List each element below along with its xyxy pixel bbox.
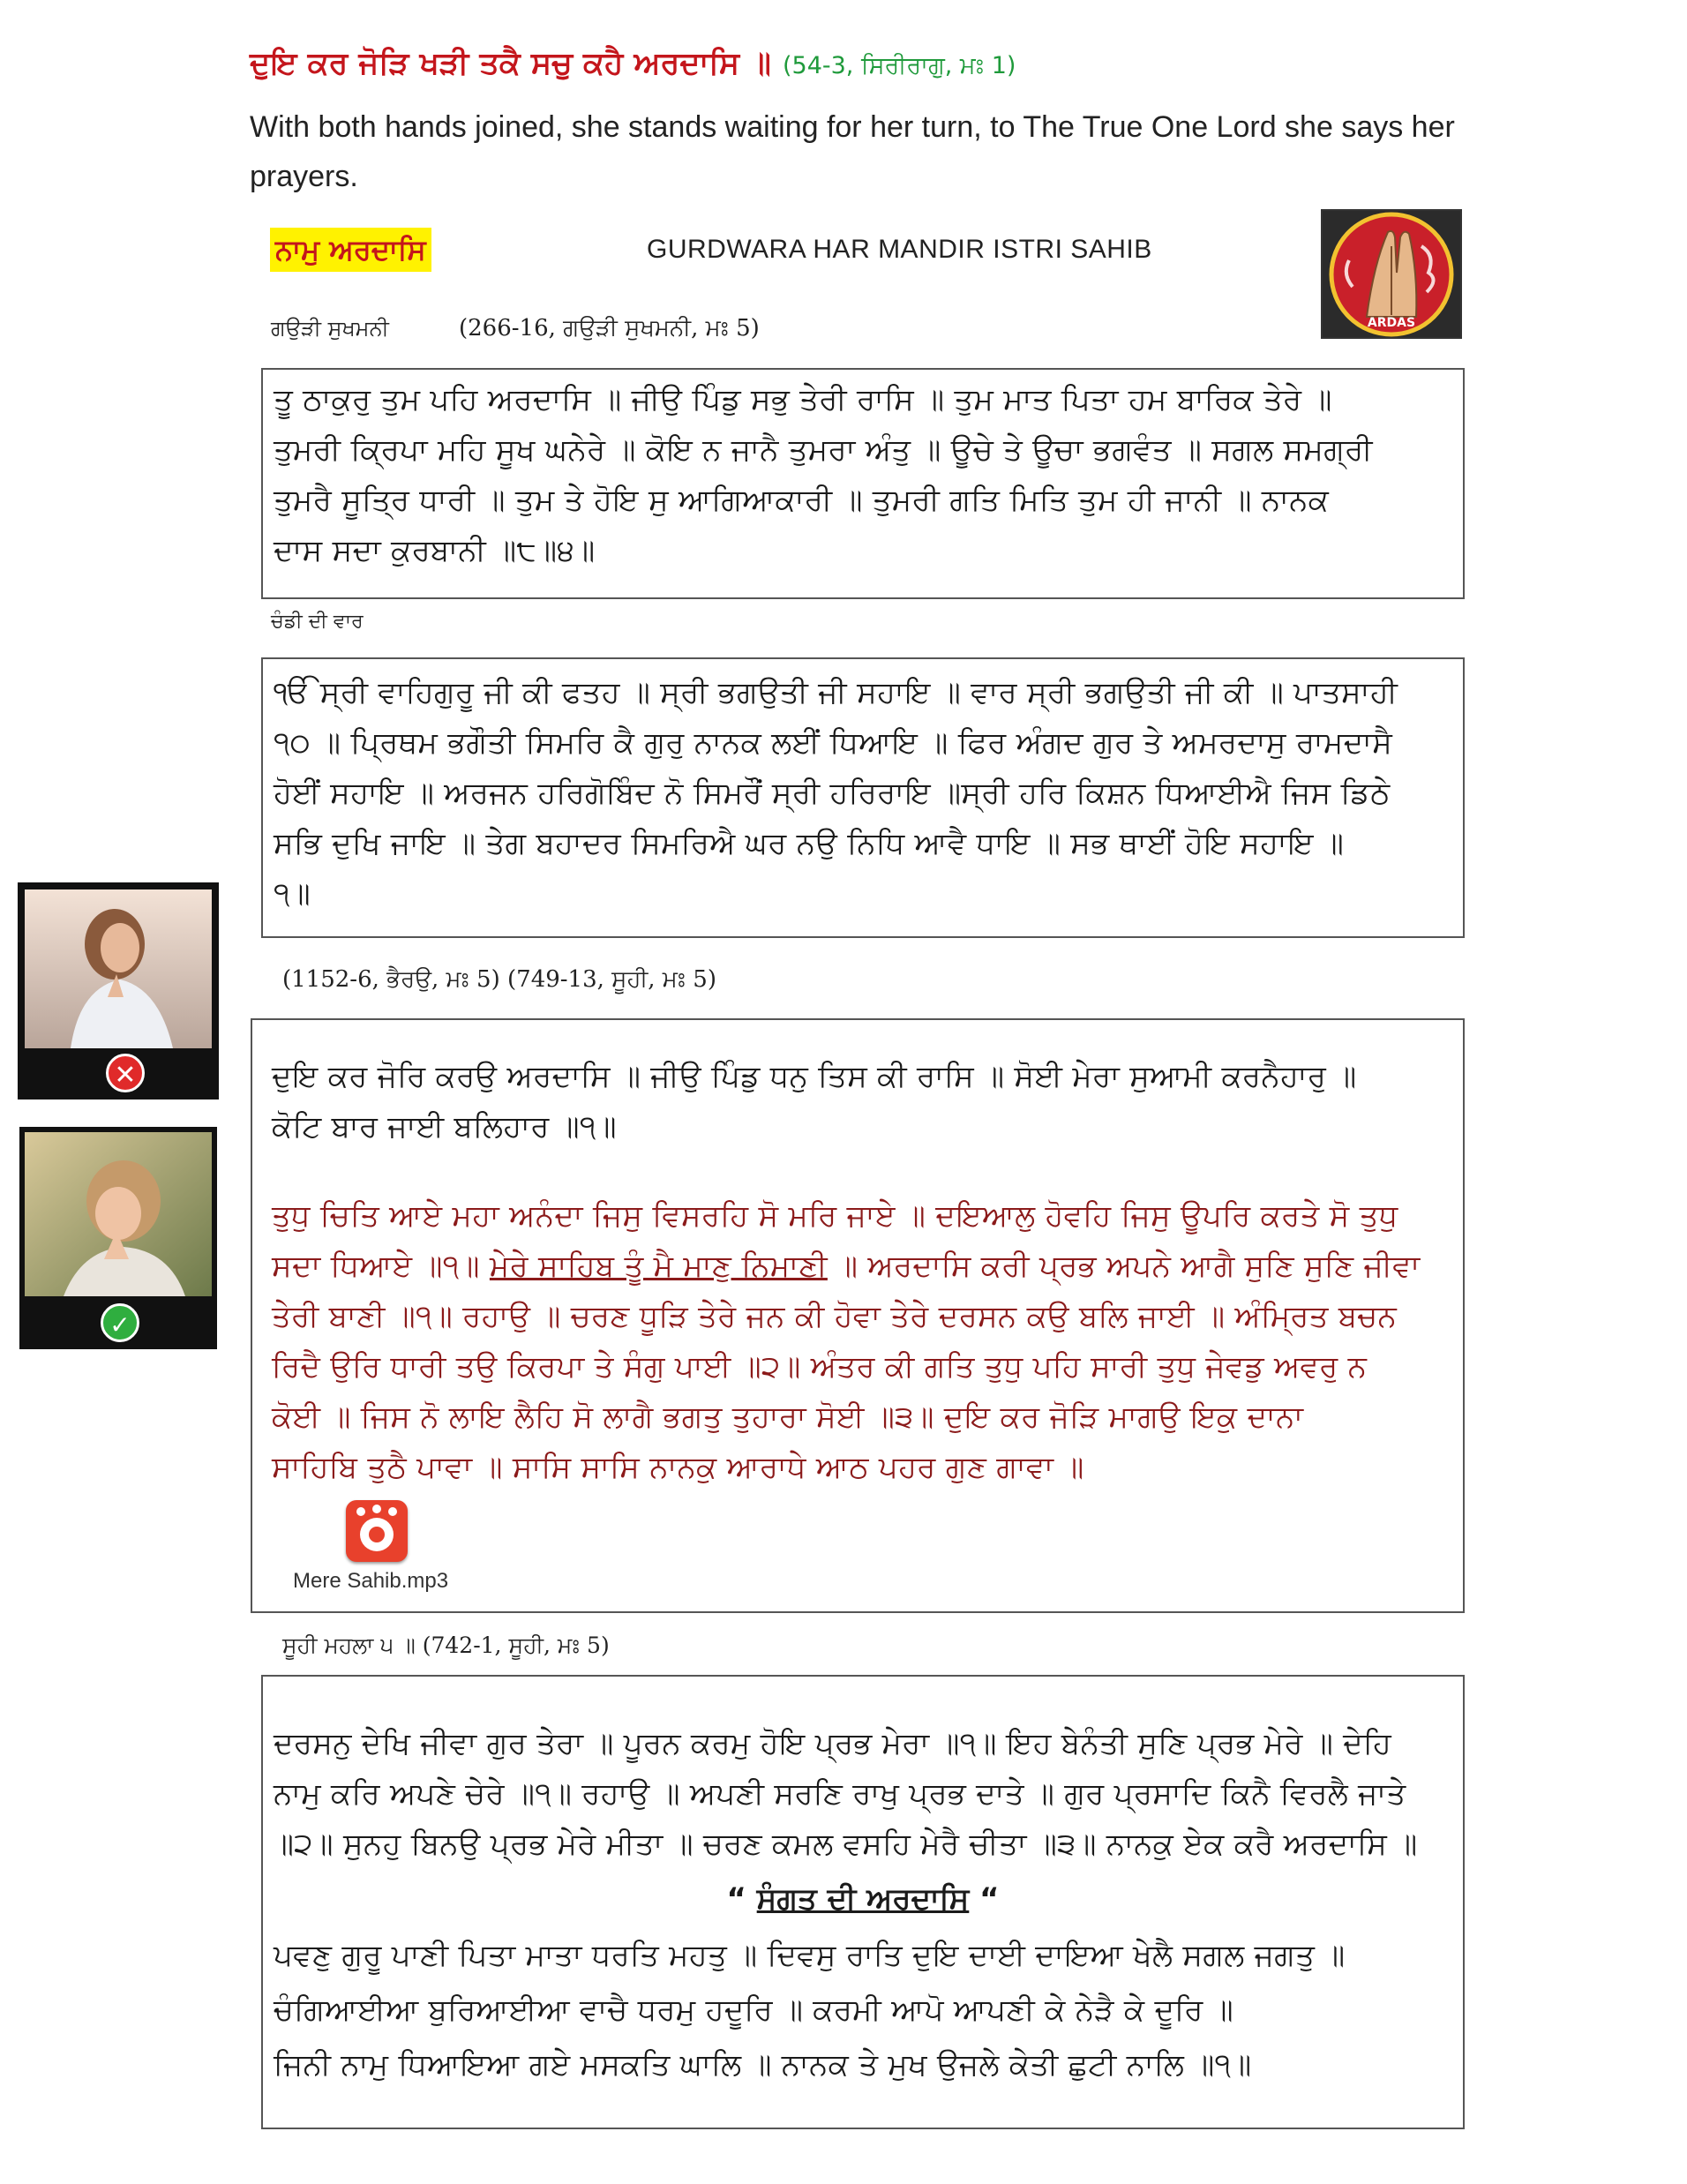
verse-line: ਤੁਧੁ ਚਿਤਿ ਆਏ ਮਹਾ ਅਨੰਦਾ ਜਿਸੁ ਵਿਸਰਹਿ ਸੋ ਮਰਿ ਜਾਏ ॥ ਦਇਆਲੁ ਹੋਵਹਿ ਜਿਸੁ ਊਪਰਿ ਕਰਤੇ ਸੋ ਤੁਧੁ (272, 1198, 1398, 1234)
verse-line: ਜਿਨੀ ਨਾਮੁ ਧਿਆਇਆ ਗਏ ਮਸਕਤਿ ਘਾਲਿ ॥ ਨਾਨਕ ਤੇ ਮੁਖ ਉਜਲੇ ਕੇਤੀ ਛੁਟੀ ਨਾਲਿ ॥੧॥ (274, 2047, 1252, 2083)
section1-label: ਗਉੜੀ ਸੁਖਮਨੀ (271, 316, 389, 341)
verse-line: ਕੋਈ ॥ ਜਿਸ ਨੋ ਲਾਇ ਲੈਹਿ ਸੋ ਲਾਗੈ ਭਗਤੁ ਤੁਹਾਰਾ ਸੋਈ ॥੩॥ ਦੁਇ ਕਰ ਜੋੜਿ ਮਾਗਉ ਇਕੁ ਦਾਨਾ (272, 1400, 1304, 1435)
verse-segment: ॥ ਅਰਦਾਸਿ ਕਰੀ ਪ੍ਰਭ ਅਪਨੇ ਆਗੈ ਸੁਣਿ ਸੁਣਿ ਜੀਵਾ (827, 1249, 1421, 1284)
section2-label: ਚੰਡੀ ਦੀ ਵਾਰ (271, 611, 364, 633)
ardas-logo (1321, 209, 1462, 339)
section2-box (261, 657, 1465, 938)
verse-line: ਦੁਇ ਕਰ ਜੋਰਿ ਕਰਉ ਅਰਦਾਸਿ ॥ ਜੀਉ ਪਿੰਡੁ ਧਨੁ ਤਿਸ ਕੀ ਰਾਸਿ ॥ ਸੋਈ ਮੇਰਾ ਸੁਆਮੀ ਕਰਨੈਹਾਰੁ ॥ (272, 1059, 1357, 1094)
verse-line: ਦਾਸ ਸਦਾ ਕੁਰਬਾਨੀ ॥੮॥੪॥ (274, 533, 596, 568)
verse-line: ੴ ਸ੍ਰੀ ਵਾਹਿਗੁਰੂ ਜੀ ਕੀ ਫਤਹ ॥ ਸ੍ਰੀ ਭਗਉਤੀ ਜੀ ਸਹਾਇ ॥ ਵਾਰ ਸ੍ਰੀ ਭਗਉਤੀ ਜੀ ਕੀ ॥ ਪਾਤਸਾਹੀ (274, 675, 1398, 710)
verse-line: ਦਰਸਨੁ ਦੇਖਿ ਜੀਵਾ ਗੁਰ ਤੇਰਾ ॥ ਪੂਰਨ ਕਰਮੁ ਹੋਇ ਪ੍ਰਭ ਮੇਰਾ ॥੧॥ ਇਹ ਬੇਨੰਤੀ ਸੁਣਿ ਪ੍ਰਭ ਮੇਰੇ ॥ ਦੇਹਿ (274, 1726, 1392, 1761)
verse-line: ਹੋਈਂ ਸਹਾਇ ॥ ਅਰਜਨ ਹਰਿਗੋਬਿੰਦ ਨੋ ਸਿਮਰੌਂ ਸ੍ਰੀ ਹਰਿਰਾਇ ॥ਸ੍ਰੀ ਹਰਿ ਕਿਸ਼ਨ ਧਿਆਈਐ ਜਿਸ ਡਿਠੇ (274, 776, 1391, 811)
verse-line: ਤੁਮਰੈ ਸੂਤ੍ਰਿ ਧਾਰੀ ॥ ਤੁਮ ਤੇ ਹੋਇ ਸੁ ਆਗਿਆਕਾਰੀ ॥ ਤੁਮਰੀ ਗਤਿ ਮਿਤਿ ਤੁਮ ਹੀ ਜਾਨੀ ॥ ਨਾਨਕ (274, 483, 1330, 518)
quote-mark: “ (969, 1881, 1000, 1917)
verse-line: ੧੦ ॥ ਪ੍ਰਿਥਮ ਭਗੌਤੀ ਸਿਮਰਿ ਕੈ ਗੁਰੁ ਨਾਨਕ ਲਈਂ ਧਿਆਇ ॥ ਫਿਰ ਅੰਗਦ ਗੁਰ ਤੇ ਅਮਰਦਾਸੁ ਰਾਮਦਾਸੈ (274, 725, 1393, 761)
verse-line: ਚੰਗਿਆਈਆ ਬੁਰਿਆਈਆ ਵਾਚੈ ਧਰਮੁ ਹਦੂਰਿ ॥ ਕਰਮੀ ਆਪੋ ਆਪਣੀ ਕੇ ਨੇੜੈ ਕੇ ਦੂਰਿ ॥ (274, 1993, 1233, 2028)
gurdwara-name: GURDWARA HAR MANDIR ISTRI SAHIB (647, 235, 1152, 264)
sangat-heading (274, 1870, 1452, 1928)
side-image-wrong (18, 882, 219, 1100)
verse-line: ਤੂ ਠਾਕੁਰੁ ਤੁਮ ਪਹਿ ਅਰਦਾਸਿ ॥ ਜੀਉ ਪਿੰਡੁ ਸਭੁ ਤੇਰੀ ਰਾਸਿ ॥ ਤੁਮ ਮਾਤ ਪਿਤਾ ਹਮ ਬਾਰਿਕ ਤੇਰੇ ॥ (274, 382, 1332, 417)
verse-line (272, 1242, 1443, 1292)
audio-attachment[interactable] (291, 1500, 468, 1597)
underlined-verse: ਮੇਰੇ ਸਾਹਿਬ ਤੂੰ ਮੈ ਮਾਣੁ ਨਿਮਾਣੀ (489, 1249, 828, 1284)
title-gurmukhi: ਦੁਇ ਕਰ ਜੋੜਿ ਖੜੀ ਤਕੈ ਸਚੁ ਕਹੈ ਅਰਦਾਸਿ ॥ (250, 46, 771, 81)
sangat-heading-text: ਸੰਗਤ ਦੀ ਅਰਦਾਸਿ (756, 1881, 970, 1917)
section4-reference: ਸੂਹੀ ਮਹਲਾ ੫ ॥ (742-1, ਸੂਹੀ, ਮਃ 5) (282, 1632, 610, 1658)
section3-reference: (1152-6, ਭੈਰਉ, ਮਃ 5) (749-13, ਸੂਹੀ, ਮਃ 5) (282, 966, 716, 993)
wrong-badge-icon: ✕ (106, 1054, 145, 1092)
title-reference: (54-3, ਸਿਰੀਰਾਗੁ, ਮਃ 1) (782, 52, 1016, 79)
highlight-label: ਨਾਮੁ ਅਰਦਾਸਿ (270, 228, 431, 272)
audio-filename[interactable]: Mere Sahib.mp3 (293, 1569, 449, 1593)
verse-line: ਸਾਹਿਬਿ ਤੁਠੈ ਪਾਵਾ ॥ ਸਾਸਿ ਸਾਸਿ ਨਾਨਕੁ ਆਰਾਧੇ ਆਠ ਪਹਰ ਗੁਣ ਗਾਵਾ ॥ (272, 1450, 1084, 1485)
quote-mark: “ (726, 1881, 757, 1917)
audio-player-icon[interactable] (346, 1500, 408, 1562)
verse-line: ਤੇਰੀ ਬਾਣੀ ॥੧॥ ਰਹਾਉ ॥ ਚਰਣ ਧੂੜਿ ਤੇਰੇ ਜਨ ਕੀ ਹੋਵਾ ਤੇਰੇ ਦਰਸਨ ਕਉ ਬਲਿ ਜਾਈ ॥ ਅੰਮ੍ਰਿਤ ਬਚਨ (272, 1299, 1398, 1334)
correct-badge-icon: ✓ (101, 1303, 139, 1342)
verse-line: ॥੨॥ ਸੁਨਹੁ ਬਿਨਉ ਪ੍ਰਭ ਮੇਰੇ ਮੀਤਾ ॥ ਚਰਣ ਕਮਲ ਵਸਹਿ ਮੇਰੈ ਚੀਤਾ ॥੩॥ ਨਾਨਕੁ ਏਕ ਕਰੈ ਅਰਦਾਸਿ ॥ (274, 1827, 1418, 1862)
section1-box (261, 368, 1465, 599)
page-title (250, 46, 1503, 81)
verse-line: ਨਾਮੁ ਕਰਿ ਅਪਣੇ ਚੇਰੇ ॥੧॥ ਰਹਾਉ ॥ ਅਪਣੀ ਸਰਣਿ ਰਾਖੁ ਪ੍ਰਭ ਦਾਤੇ ॥ ਗੁਰ ਪ੍ਰਸਾਦਿ ਕਿਨੈ ਵਿਰਲੈ ਜਾਤੇ (274, 1776, 1406, 1812)
logo-text: ARDAS (1367, 316, 1416, 330)
section1-reference: (266-16, ਗਉੜੀ ਸੁਖਮਨੀ, ਮਃ 5) (459, 315, 760, 341)
verse-line: ਰਿਦੈ ਉਰਿ ਧਾਰੀ ਤਉ ਕਿਰਪਾ ਤੇ ਸੰਗੁ ਪਾਈ ॥੨॥ ਅੰਤਰ ਕੀ ਗਤਿ ਤੁਧੁ ਪਹਿ ਸਾਰੀ ਤੁਧੁ ਜੇਵਡੁ ਅਵਰੁ ਨ (272, 1349, 1368, 1385)
side-image-right (19, 1127, 217, 1349)
verse-segment: ਸਦਾ ਧਿਆਏ ॥੧॥ (272, 1249, 490, 1284)
verse-line: ੧॥ (274, 876, 311, 912)
verse-line: ਸਭਿ ਦੁਖਿ ਜਾਇ ॥ ਤੇਗ ਬਹਾਦਰ ਸਿਮਰਿਐ ਘਰ ਨਉ ਨਿਧਿ ਆਵੈ ਧਾਇ ॥ ਸਭ ਥਾਈਂ ਹੋਇ ਸਹਾਇ ॥ (274, 826, 1345, 861)
title-translation: With both hands joined, she stands waiting for her turn, to The True One Lord she says her prayers. (250, 110, 1455, 193)
verse-line: ਤੁਮਰੀ ਕ੍ਰਿਪਾ ਮਹਿ ਸੂਖ ਘਨੇਰੇ ॥ ਕੋਇ ਨ ਜਾਨੈ ਤੁਮਰਾ ਅੰਤੁ ॥ ਊਚੇ ਤੇ ਊਚਾ ਭਗਵੰਤ ॥ ਸਗਲ ਸਮਗ੍ਰੀ (274, 432, 1373, 468)
verse-line: ਪਵਣੁ ਗੁਰੂ ਪਾਣੀ ਪਿਤਾ ਮਾਤਾ ਧਰਤਿ ਮਹਤੁ ॥ ਦਿਵਸੁ ਰਾਤਿ ਦੁਇ ਦਾਈ ਦਾਇਆ ਖੇਲੈ ਸਗਲ ਜਗਤੁ ॥ (274, 1938, 1346, 1973)
section4-box (261, 1675, 1465, 2129)
verse-line: ਕੋਟਿ ਬਾਰ ਜਾਈ ਬਲਿਹਾਰ ॥੧॥ (272, 1109, 617, 1145)
